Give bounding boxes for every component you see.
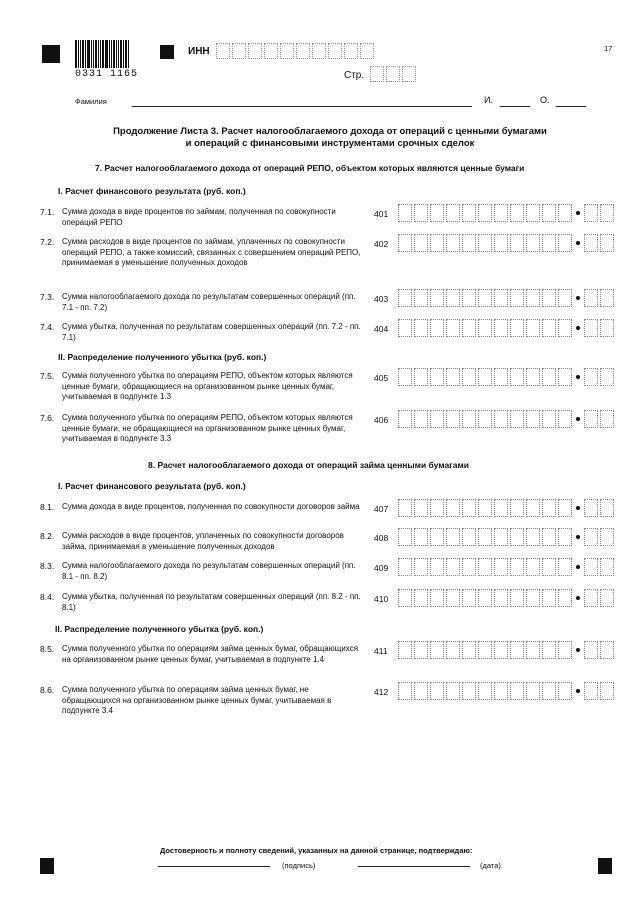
- row-number: 8.6.: [40, 685, 55, 695]
- date-field[interactable]: [358, 860, 470, 867]
- corner-marker-top-left: [42, 45, 60, 63]
- row-code: 407: [374, 504, 389, 514]
- initial-o-field[interactable]: [556, 98, 586, 107]
- row-description: Сумма расходов в виде процентов по займам, уплаченных по совокупности операций РЕПО, а также комиссий, связанных с совершением операций РЕПО, принимаемая в уменьшение полученных доходов: [62, 237, 361, 267]
- section7-part1: I. Расчет финансового результата (руб. коп.): [58, 186, 246, 196]
- row-code: 406: [374, 415, 389, 425]
- amount-field[interactable]: [398, 368, 616, 386]
- inn-label: ИНН: [188, 46, 210, 57]
- row-code: 405: [374, 373, 389, 383]
- amount-field[interactable]: [398, 234, 616, 252]
- row-description: Сумма налогооблагаемого дохода по результатам совершенных операций (пп. 8.1 - пп. 8.2): [62, 561, 356, 581]
- row-description: Сумма дохода в виде процентов, полученная по совокупности договоров займа: [62, 502, 360, 511]
- amount-field[interactable]: [398, 204, 616, 222]
- row-number: 8.4.: [40, 592, 55, 602]
- page-field[interactable]: [370, 66, 418, 82]
- row-description: Сумма расходов в виде процентов, уплаченных по совокупности договоров займа, принимаемая в уменьшение полученных доходов: [62, 531, 344, 551]
- amount-field[interactable]: [398, 289, 616, 307]
- inn-field[interactable]: [216, 43, 376, 59]
- row-code: 408: [374, 533, 389, 543]
- date-label: (дата): [480, 861, 501, 870]
- decimal-point: [576, 375, 580, 379]
- section8-part2: II. Распределение полученного убытка (руб. коп.): [55, 624, 264, 634]
- decimal-point: [576, 417, 580, 421]
- decimal-point: [576, 211, 580, 215]
- surname-label: Фамилия: [75, 97, 107, 106]
- barcode-number: 0331 1165: [75, 69, 139, 80]
- row-code: 401: [374, 209, 389, 219]
- decimal-point: [576, 565, 580, 569]
- decimal-point: [576, 296, 580, 300]
- page-number: 17: [604, 44, 613, 53]
- amount-field[interactable]: [398, 641, 616, 659]
- amount-field[interactable]: [398, 558, 616, 576]
- decimal-point: [576, 326, 580, 330]
- row-description: Сумма полученного убытка по операциям РЕПО, объектом которых являются ценные бумаги, не обращающиеся на организованном рынке ценных бумаг, учитываемая в подпункте 3.3: [62, 413, 353, 443]
- corner-marker-bottom-left: [40, 858, 54, 874]
- barcode: [75, 40, 147, 80]
- row-number: 8.3.: [40, 561, 55, 571]
- row-description: Сумма полученного убытка по операциям займа ценных бумаг, обращающихся на организованном рынке ценных бумаг, учитываемая в подпункте 1.4: [62, 644, 359, 664]
- row-code: 412: [374, 687, 389, 697]
- row-code: 411: [374, 646, 388, 656]
- section7-part2: II. Распределение полученного убытка (руб. коп.): [58, 352, 267, 362]
- corner-marker-top-mid: [160, 45, 174, 59]
- row-number: 7.3.: [40, 292, 55, 302]
- row-number: 8.2.: [40, 531, 55, 541]
- row-number: 8.5.: [40, 644, 55, 654]
- decimal-point: [576, 535, 580, 539]
- row-description: Сумма убытка, полученная по результатам совершенных операций (пп. 8.2 - пп. 8.1): [62, 592, 361, 612]
- decimal-point: [576, 506, 580, 510]
- row-code: 410: [374, 594, 389, 604]
- row-number: 7.5.: [40, 371, 55, 381]
- decimal-point: [576, 596, 580, 600]
- amount-field[interactable]: [398, 528, 616, 546]
- row-number: 7.6.: [40, 413, 55, 423]
- row-number: 7.2.: [40, 237, 55, 247]
- section7-heading: 7. Расчет налогооблагаемого дохода от операций РЕПО, объектом которых являются ценные бумаги: [95, 163, 525, 173]
- initial-i-label: И.: [484, 95, 493, 105]
- page-title-line2: и операций с финансовыми инструментами срочных сделок: [185, 138, 475, 149]
- initial-o-label: О.: [540, 95, 550, 105]
- signature-label: (подпись): [282, 861, 316, 870]
- section8-heading: 8. Расчет налогооблагаемого дохода от операций займа ценными бумагами: [148, 460, 469, 470]
- row-number: 7.4.: [40, 322, 55, 332]
- row-code: 404: [374, 324, 389, 334]
- confirmation-text: Достоверность и полноту сведений, указанных на данной странице, подтверждаю:: [160, 846, 473, 855]
- corner-marker-bottom-right: [598, 858, 612, 874]
- page-label: Стр.: [344, 70, 365, 81]
- page-title-line1: Продолжение Листа 3. Расчет налогооблагаемого дохода от операций с ценными бумагами: [113, 126, 547, 137]
- amount-field[interactable]: [398, 319, 616, 337]
- decimal-point: [576, 241, 580, 245]
- initial-i-field[interactable]: [500, 98, 530, 107]
- row-number: 7.1.: [40, 207, 55, 217]
- row-description: Сумма полученного убытка по операциям РЕПО, объектом которых являются ценные бумаги, обращающиеся на организованном рынке ценных бумаг, учитываемая в подпункте 1.3: [62, 371, 353, 401]
- surname-field[interactable]: [132, 98, 472, 107]
- row-number: 8.1.: [40, 502, 55, 512]
- decimal-point: [576, 648, 580, 652]
- amount-field[interactable]: [398, 410, 616, 428]
- amount-field[interactable]: [398, 499, 616, 517]
- amount-field[interactable]: [398, 682, 616, 700]
- signature-field[interactable]: [158, 860, 270, 867]
- row-description: Сумма полученного убытка по операциям займа ценных бумаг, не обращающихся на организованном рынке ценных бумаг, учитываемая в подпункте 3.4: [62, 685, 332, 715]
- row-code: 409: [374, 563, 389, 573]
- row-description: Сумма дохода в виде процентов по займам, полученная по совокупности операций РЕПО: [62, 207, 336, 227]
- section8-part1: I. Расчет финансового результата (руб. коп.): [58, 481, 246, 491]
- decimal-point: [576, 689, 580, 693]
- amount-field[interactable]: [398, 589, 616, 607]
- row-description: Сумма налогооблагаемого дохода по результатам совершенных операций (пп. 7.1 - пп. 7.2): [62, 292, 356, 312]
- row-code: 403: [374, 294, 389, 304]
- row-description: Сумма убытка, полученная по результатам совершенных операций (пп. 7.2 - пп. 7.1): [62, 322, 361, 342]
- row-code: 402: [374, 239, 389, 249]
